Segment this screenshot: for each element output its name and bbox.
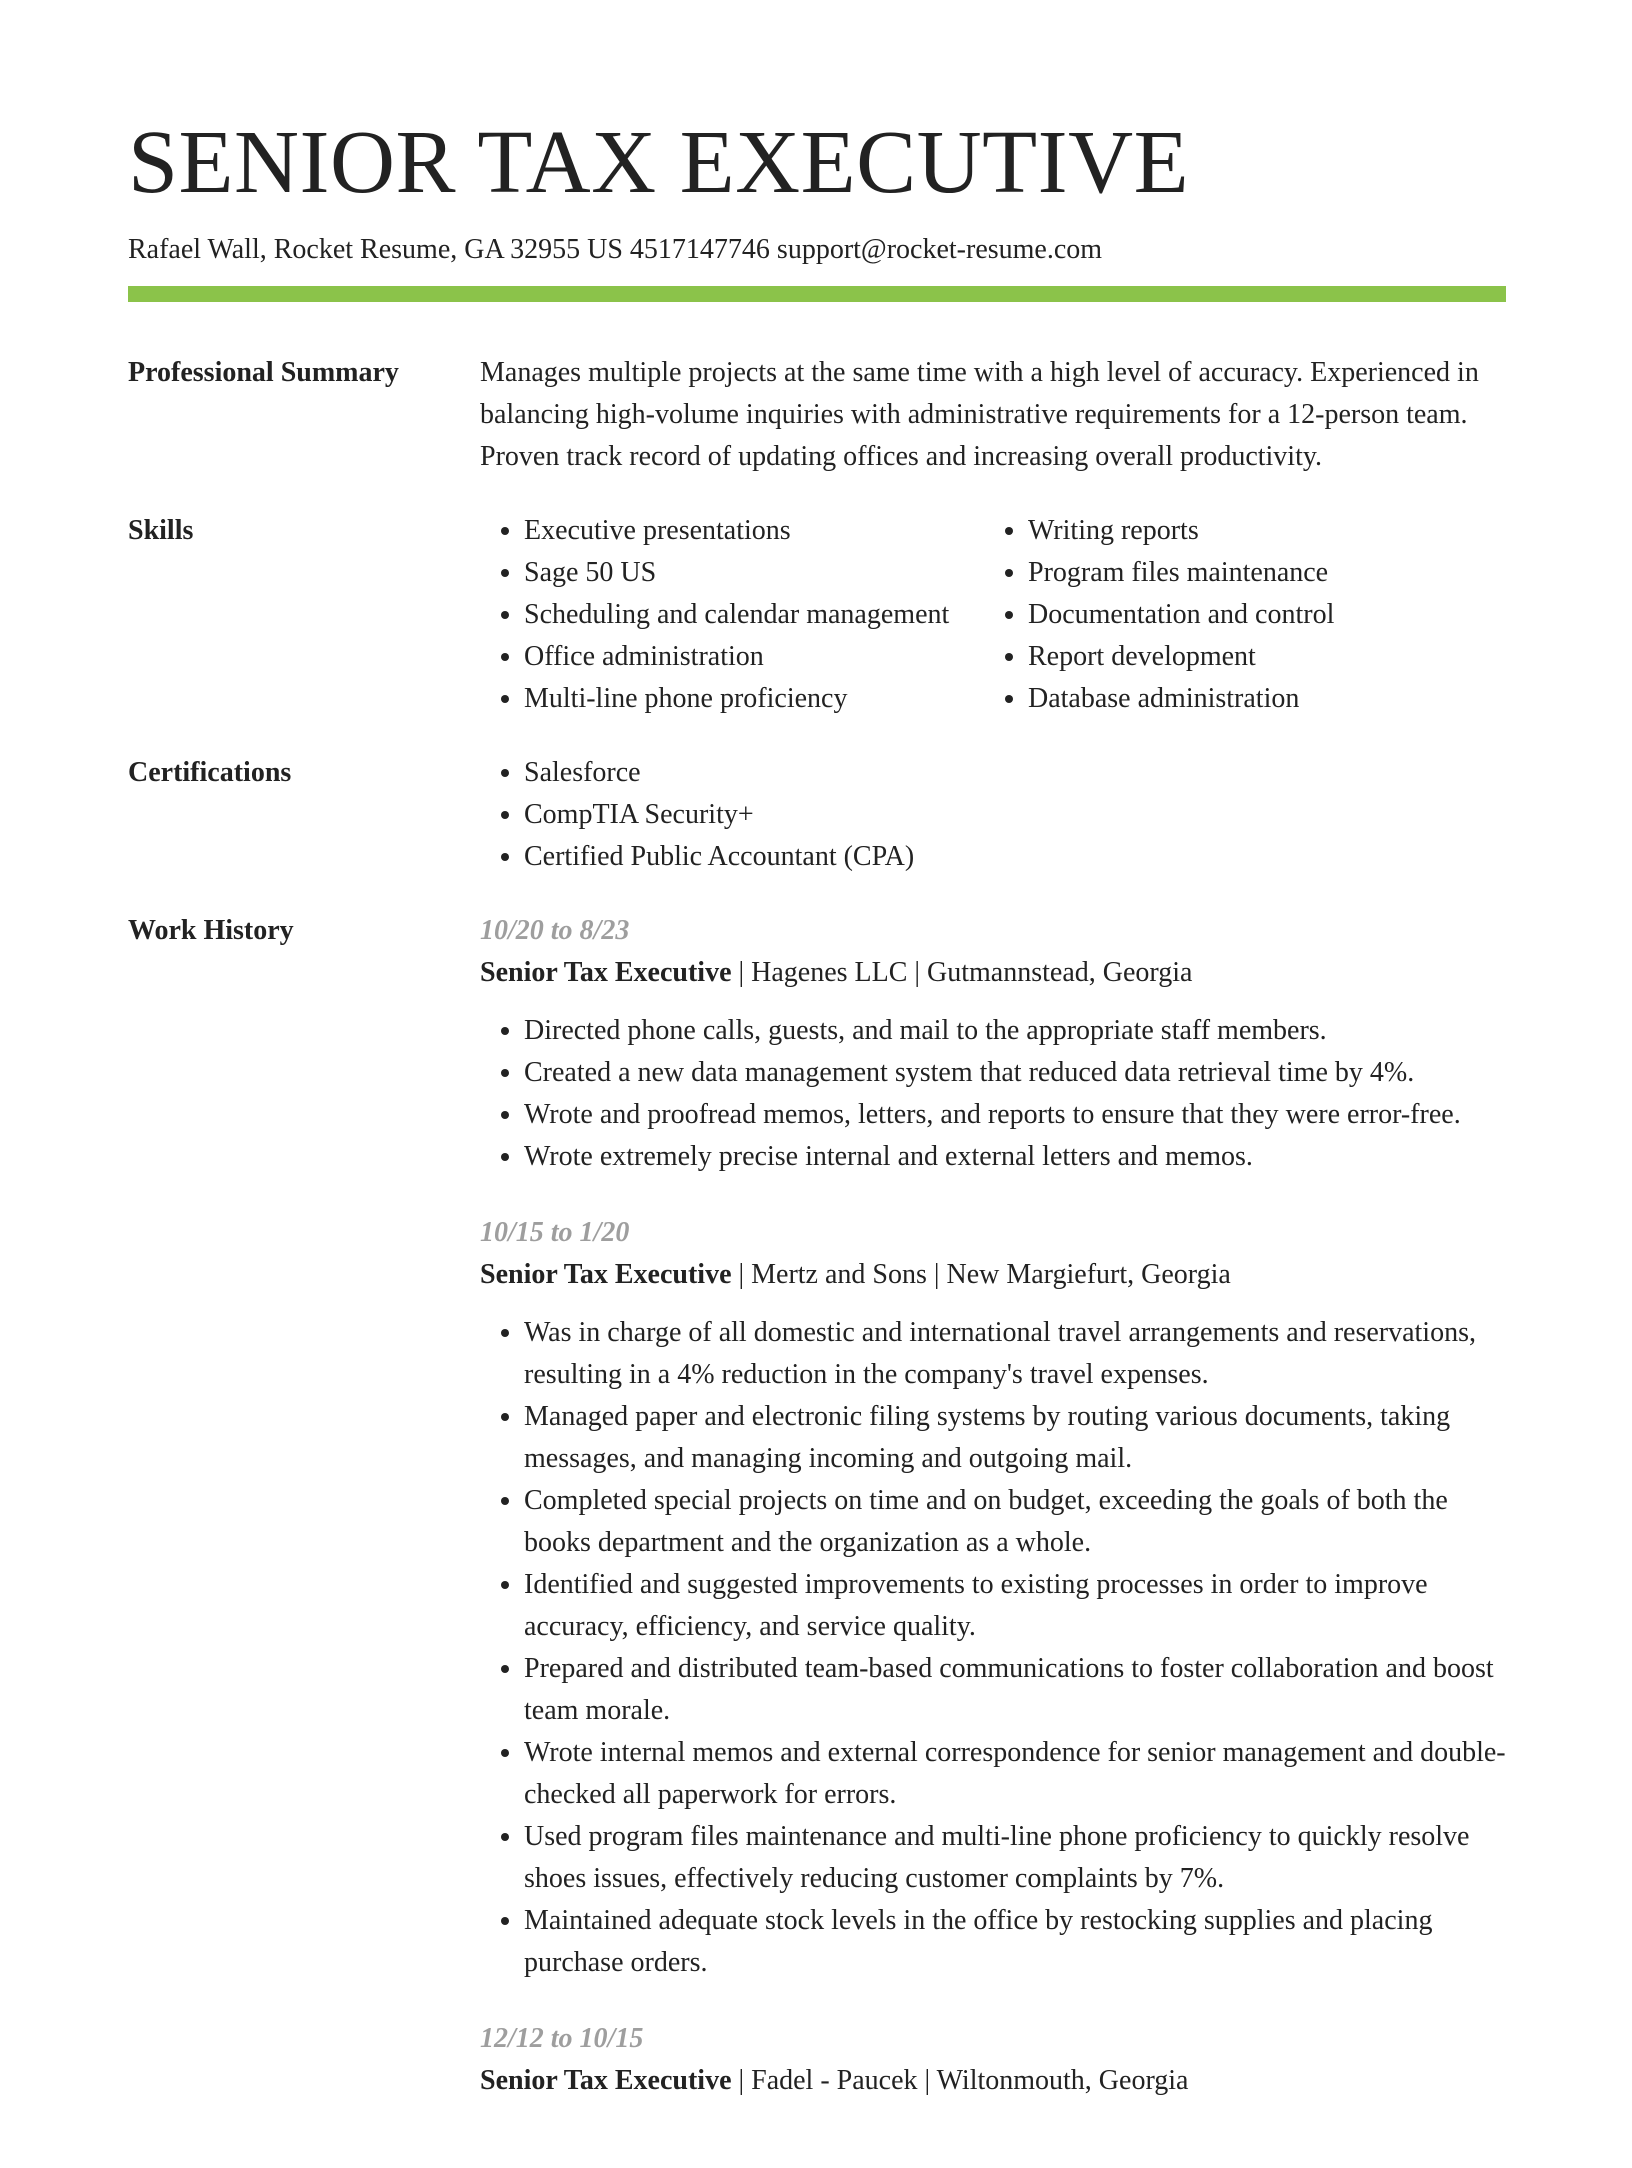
job-bullet: • Used program files maintenance and multi-line phone proficiency to quickly resolve shoes issues, effectively reducing customer complaints by 7%. (524, 1816, 1506, 1900)
job-bullet: • Wrote and proofread memos, letters, and reports to ensure that they were error-free. (524, 1094, 1506, 1136)
certifications-section (128, 752, 1506, 878)
certifications-body (480, 752, 1506, 878)
job-bullet: • Wrote extremely precise internal and external letters and memos. (524, 1136, 1506, 1178)
job-details: | Mertz and Sons | New Margiefurt, Georgia (731, 1259, 1231, 1290)
job-title: Senior Tax Executive (480, 2065, 732, 2096)
job-bullet: • Created a new data management system that reduced data retrieval time by 4%. (524, 1052, 1506, 1094)
skills-column-2 (984, 510, 1334, 720)
certification-item: • CompTIA Security+ (524, 794, 1506, 836)
job-title: Senior Tax Executive (480, 1259, 732, 1290)
job-bullet: • Directed phone calls, guests, and mail to the appropriate staff members. (524, 1010, 1506, 1052)
accent-divider (128, 286, 1506, 302)
certifications-list (480, 752, 1506, 878)
job-bullet: • Identified and suggested improvements to existing processes in order to improve accuracy, efficiency, and service quality. (524, 1564, 1506, 1648)
job-bullet: • Prepared and distributed team-based communications to foster collaboration and boost team morale. (524, 1648, 1506, 1732)
summary-section (128, 352, 1506, 478)
work-history-section (128, 910, 1506, 2136)
job-bullet: • Wrote internal memos and external correspondence for senior management and double-checked all paperwork for errors. (524, 1732, 1506, 1816)
skill-item: • Sage 50 US (524, 552, 984, 594)
section-label-summary: Professional Summary (128, 357, 399, 388)
skill-item: • Report development (1028, 636, 1334, 678)
skills-body (480, 510, 1506, 720)
contact-line: Rafael Wall, Rocket Resume, GA 32955 US 4517147746 support@rocket-resume.com (128, 234, 1103, 265)
section-label-certifications: Certifications (128, 757, 292, 788)
summary-text: Manages multiple projects at the same time with a high level of accuracy. Experienced in balancing high-volume inquiries with administrative requirements for a 12-person team. Proven track record of updating offices and increasing overall productivity. (480, 357, 1479, 472)
skills-column-1 (480, 510, 984, 720)
job-title-line (480, 2060, 1506, 2102)
skills-section (128, 510, 1506, 720)
job-dates: 10/20 to 8/23 (480, 915, 630, 946)
certification-item: • Salesforce (524, 752, 1506, 794)
skill-item: • Multi-line phone proficiency (524, 678, 984, 720)
job-bullet: • Managed paper and electronic filing systems by routing various documents, taking messages, and managing incoming and outgoing mail. (524, 1396, 1506, 1480)
skill-item: • Office administration (524, 636, 984, 678)
section-label-skills: Skills (128, 515, 194, 546)
job-title: Senior Tax Executive (480, 957, 732, 988)
job-details: | Hagenes LLC | Gutmannstead, Georgia (731, 957, 1193, 988)
job-bullets (480, 1312, 1506, 1984)
certification-item: • Certified Public Accountant (CPA) (524, 836, 1506, 878)
skill-item: • Documentation and control (1028, 594, 1334, 636)
job-entry (480, 910, 1506, 1178)
skill-item: • Program files maintenance (1028, 552, 1334, 594)
job-bullet: • Completed special projects on time and on budget, exceeding the goals of both the books department and the organization as a whole. (524, 1480, 1506, 1564)
job-dates: 10/15 to 1/20 (480, 1217, 630, 1248)
summary-body (480, 352, 1506, 478)
job-dates: 12/12 to 10/15 (480, 2023, 644, 2054)
skills-grid (480, 510, 1506, 720)
job-entry (480, 1212, 1506, 1984)
skill-item: • Scheduling and calendar management (524, 594, 984, 636)
skill-item: • Writing reports (1028, 510, 1334, 552)
job-details: | Fadel - Paucek | Wiltonmouth, Georgia (731, 2065, 1189, 2096)
section-label-work-history: Work History (128, 915, 294, 946)
job-entry (480, 2018, 1506, 2102)
job-title-line (480, 1254, 1506, 1296)
skill-item: • Executive presentations (524, 510, 984, 552)
resume-name: SENIOR TAX EXECUTIVE (128, 113, 1190, 212)
job-title-line (480, 952, 1506, 994)
job-bullets (480, 1010, 1506, 1178)
work-history-body (480, 910, 1506, 2136)
skill-item: • Database administration (1028, 678, 1334, 720)
resume-sections (128, 352, 1506, 2168)
job-bullet: • Maintained adequate stock levels in the office by restocking supplies and placing purchase orders. (524, 1900, 1506, 1984)
job-bullet: • Was in charge of all domestic and international travel arrangements and reservations, resulting in a 4% reduction in the company's travel expenses. (524, 1312, 1506, 1396)
